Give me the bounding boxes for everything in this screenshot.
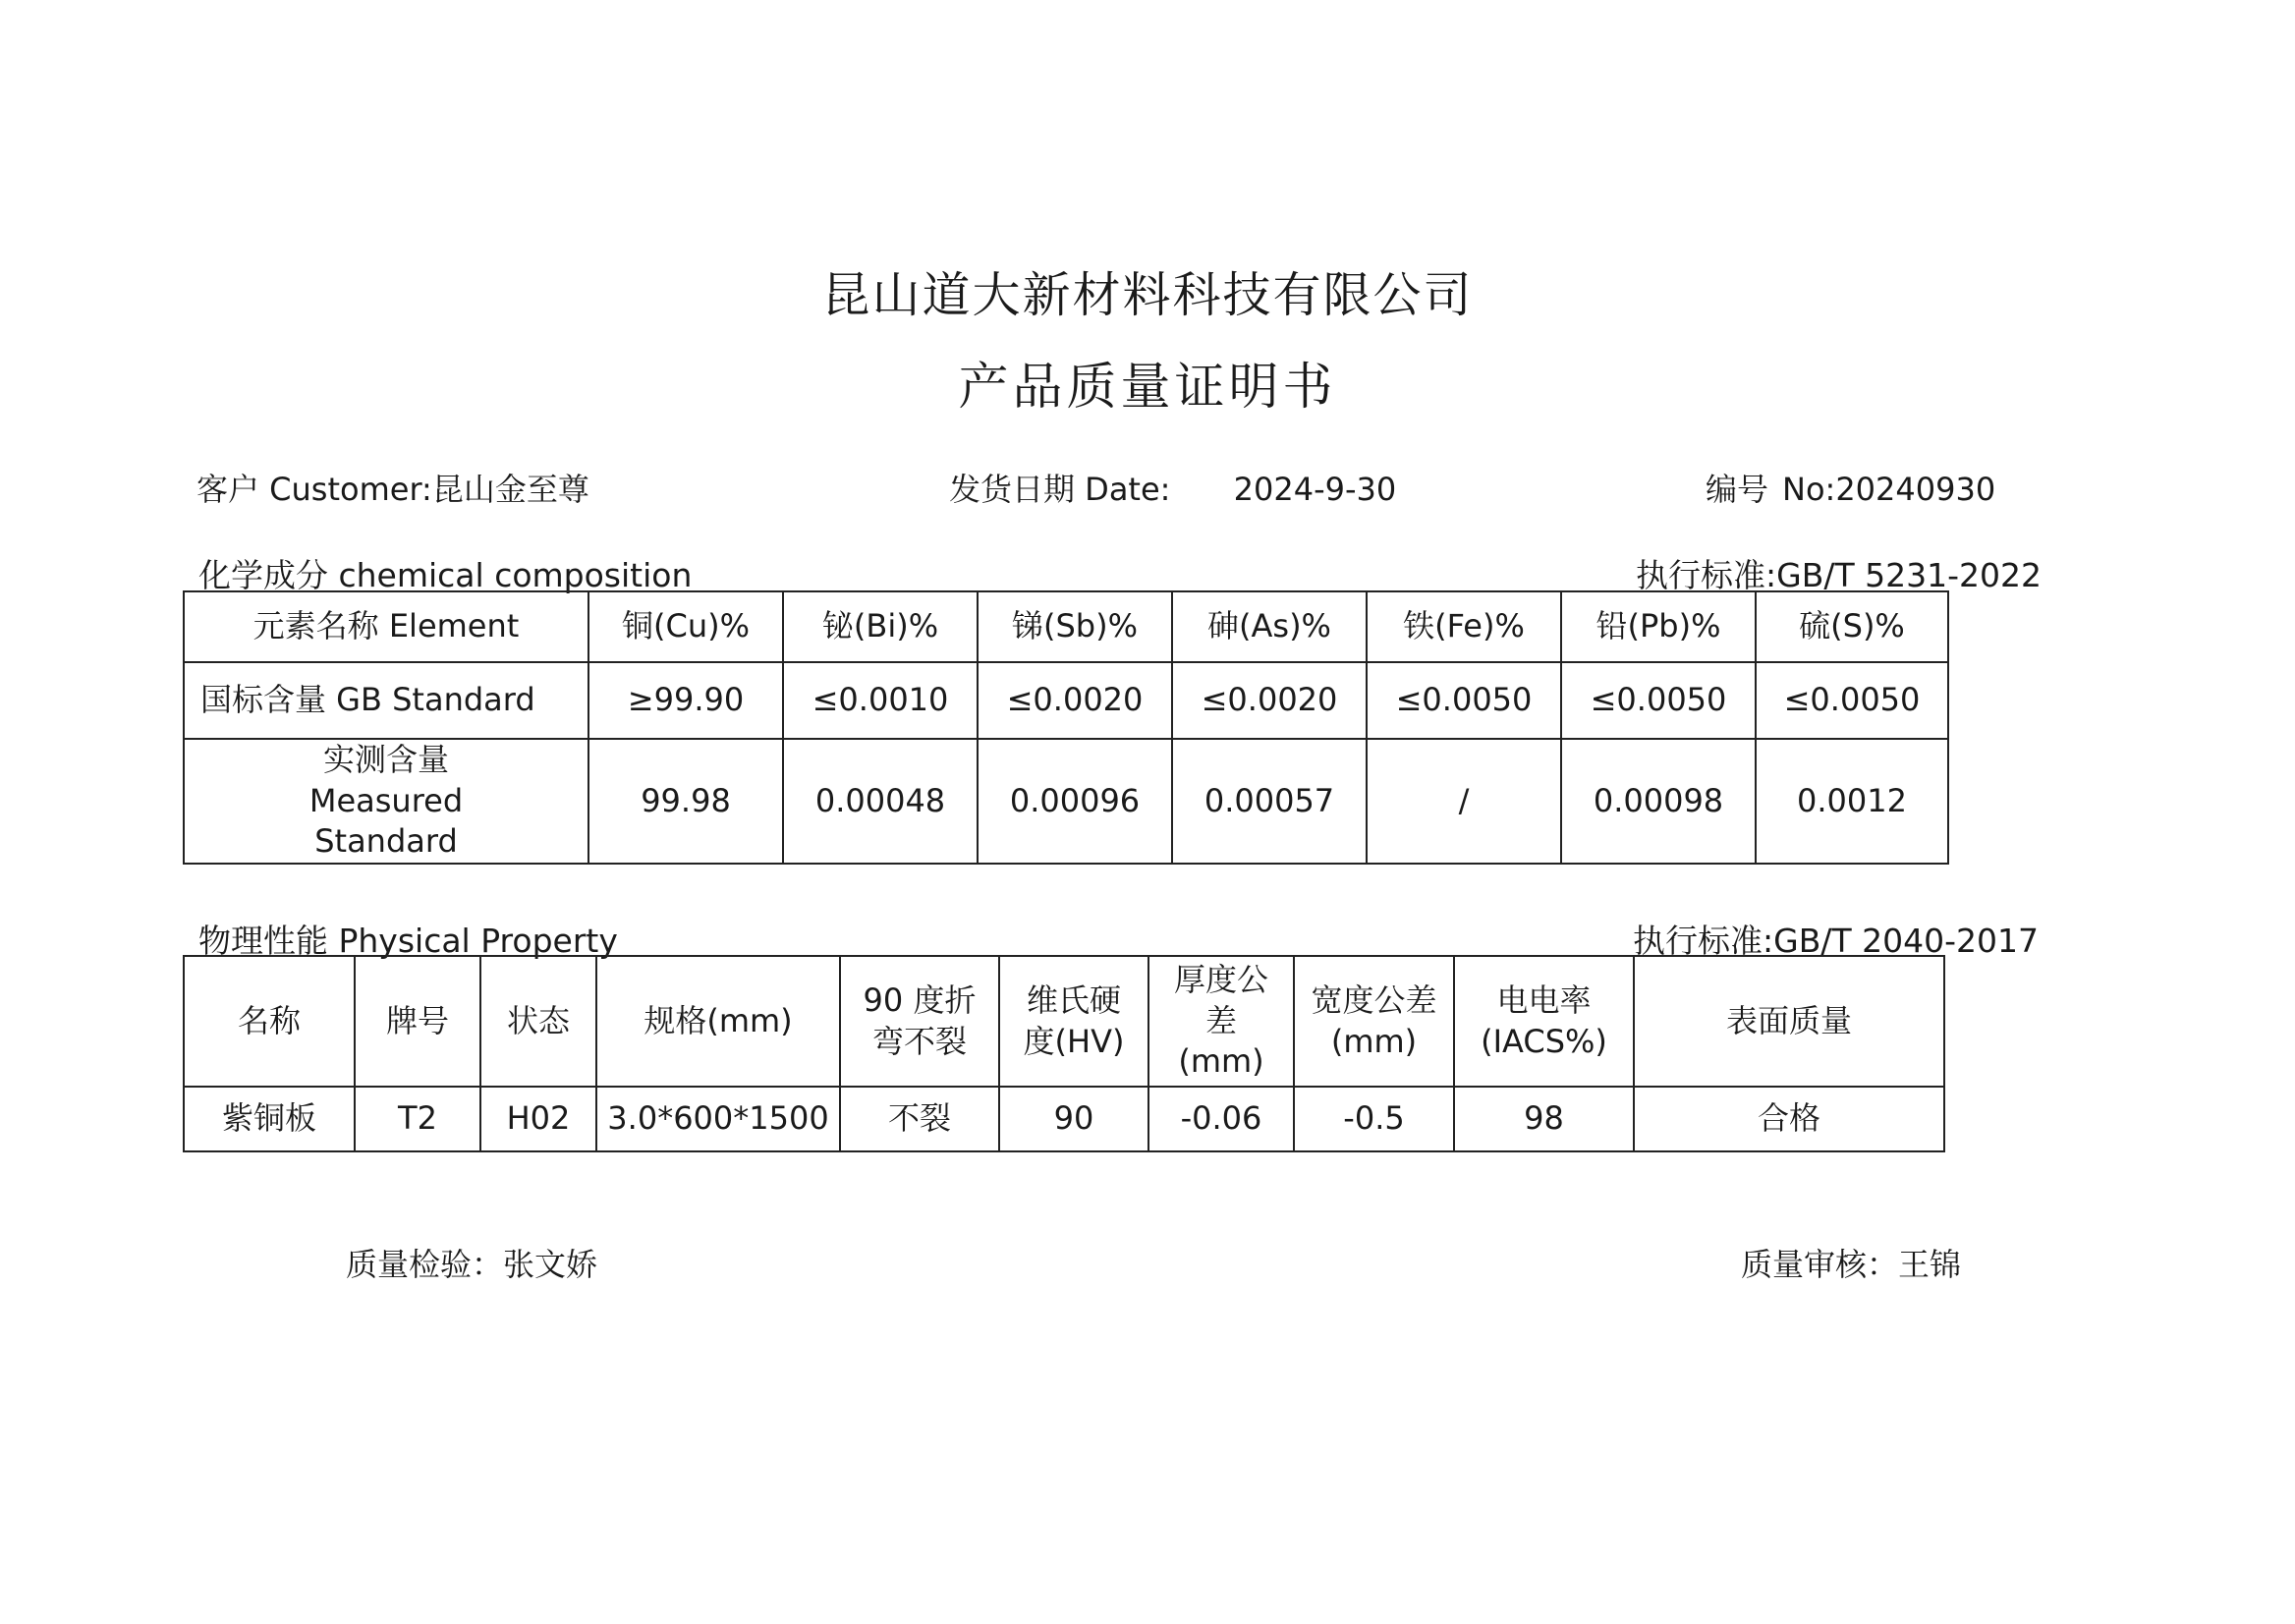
table-header-cell: 铁(Fe)%: [1367, 591, 1561, 662]
table-cell: -0.5: [1294, 1087, 1454, 1151]
table-header-cell: 铜(Cu)%: [588, 591, 783, 662]
table-cell: 国标含量 GB Standard: [184, 662, 588, 739]
table-cell: H02: [480, 1087, 596, 1151]
chemical-composition-table: [183, 590, 1949, 865]
chemical-standard: 执行标准:GB/T 5231-2022: [1636, 556, 2042, 594]
table-cell: 紫铜板: [184, 1087, 355, 1151]
measured-row: [184, 739, 1948, 864]
table-cell: ≤0.0050: [1367, 662, 1561, 739]
table-cell: ≤0.0050: [1756, 662, 1948, 739]
date-value: 2024-9-30: [1233, 471, 1397, 508]
table-header-cell: 元素名称 Element: [184, 591, 588, 662]
customer-value: 昆山金至尊: [431, 471, 589, 508]
table-header-cell: 名称: [184, 956, 355, 1087]
table-cell: 99.98: [588, 739, 783, 864]
number-label: 编号: [1706, 471, 1769, 508]
document-title: 产品质量证明书: [958, 359, 1337, 417]
table-cell: ≤0.0050: [1561, 662, 1756, 739]
table-cell: 0.00096: [978, 739, 1172, 864]
inspector-signature: [346, 1240, 597, 1285]
table-header-cell: 厚度公差(mm): [1148, 956, 1294, 1087]
reviewer-name: 王锦: [1898, 1246, 1962, 1283]
date-field: [949, 465, 1396, 510]
table-cell: ≤0.0020: [1172, 662, 1367, 739]
table-header-cell: 锑(Sb)%: [978, 591, 1172, 662]
table-header-cell: 电电率(IACS%): [1454, 956, 1634, 1087]
customer-field: [196, 465, 589, 510]
table-header-cell: 维氏硬度(HV): [999, 956, 1148, 1087]
physical-data-row: [184, 1087, 1944, 1151]
inspector-label: 质量检验：: [346, 1246, 504, 1283]
table-cell: -0.06: [1148, 1087, 1294, 1151]
table-cell: 不裂: [840, 1087, 999, 1151]
table-cell: 合格: [1634, 1087, 1944, 1151]
chemical-header-row: [184, 591, 1948, 662]
table-cell: 90: [999, 1087, 1148, 1151]
table-cell: 3.0*600*1500: [596, 1087, 840, 1151]
reviewer-label: 质量审核：: [1741, 1246, 1899, 1283]
number-field: [1706, 465, 1995, 510]
gb-standard-row: [184, 662, 1948, 739]
company-name: 昆山道大新材料科技有限公司: [821, 267, 1474, 323]
table-cell: /: [1367, 739, 1561, 864]
table-header-cell: 宽度公差(mm): [1294, 956, 1454, 1087]
table-cell: 0.00098: [1561, 739, 1756, 864]
table-cell: ≤0.0020: [978, 662, 1172, 739]
table-cell: ≤0.0010: [783, 662, 978, 739]
chemical-section-label: 化学成分 chemical composition: [198, 556, 693, 594]
table-header-cell: 铅(Pb)%: [1561, 591, 1756, 662]
table-header-cell: 砷(As)%: [1172, 591, 1367, 662]
reviewer-signature: [1741, 1240, 1961, 1285]
physical-section-label: 物理性能 Physical Property: [198, 922, 618, 960]
table-header-cell: 90 度折弯不裂: [840, 956, 999, 1087]
physical-header-row: [184, 956, 1944, 1087]
physical-standard: 执行标准:GB/T 2040-2017: [1633, 922, 2039, 960]
table-cell: 0.00057: [1172, 739, 1367, 864]
table-cell: 0.0012: [1756, 739, 1948, 864]
table-cell: 98: [1454, 1087, 1634, 1151]
table-cell: 0.00048: [783, 739, 978, 864]
customer-label: 客户 Customer:: [196, 471, 432, 508]
table-header-cell: 状态: [480, 956, 596, 1087]
inspector-name: 张文娇: [503, 1246, 598, 1283]
number-value: No:20240930: [1782, 471, 1996, 508]
table-header-cell: 铋(Bi)%: [783, 591, 978, 662]
table-cell: T2: [355, 1087, 480, 1151]
physical-property-table: [183, 955, 1945, 1152]
date-label: 发货日期 Date:: [949, 471, 1171, 508]
table-header-cell: 规格(mm): [596, 956, 840, 1087]
table-cell: ≥99.90: [588, 662, 783, 739]
table-header-cell: 硫(S)%: [1756, 591, 1948, 662]
table-header-cell: 牌号: [355, 956, 480, 1087]
table-header-cell: 表面质量: [1634, 956, 1944, 1087]
table-cell: 实测含量 Measured Standard: [184, 739, 588, 864]
